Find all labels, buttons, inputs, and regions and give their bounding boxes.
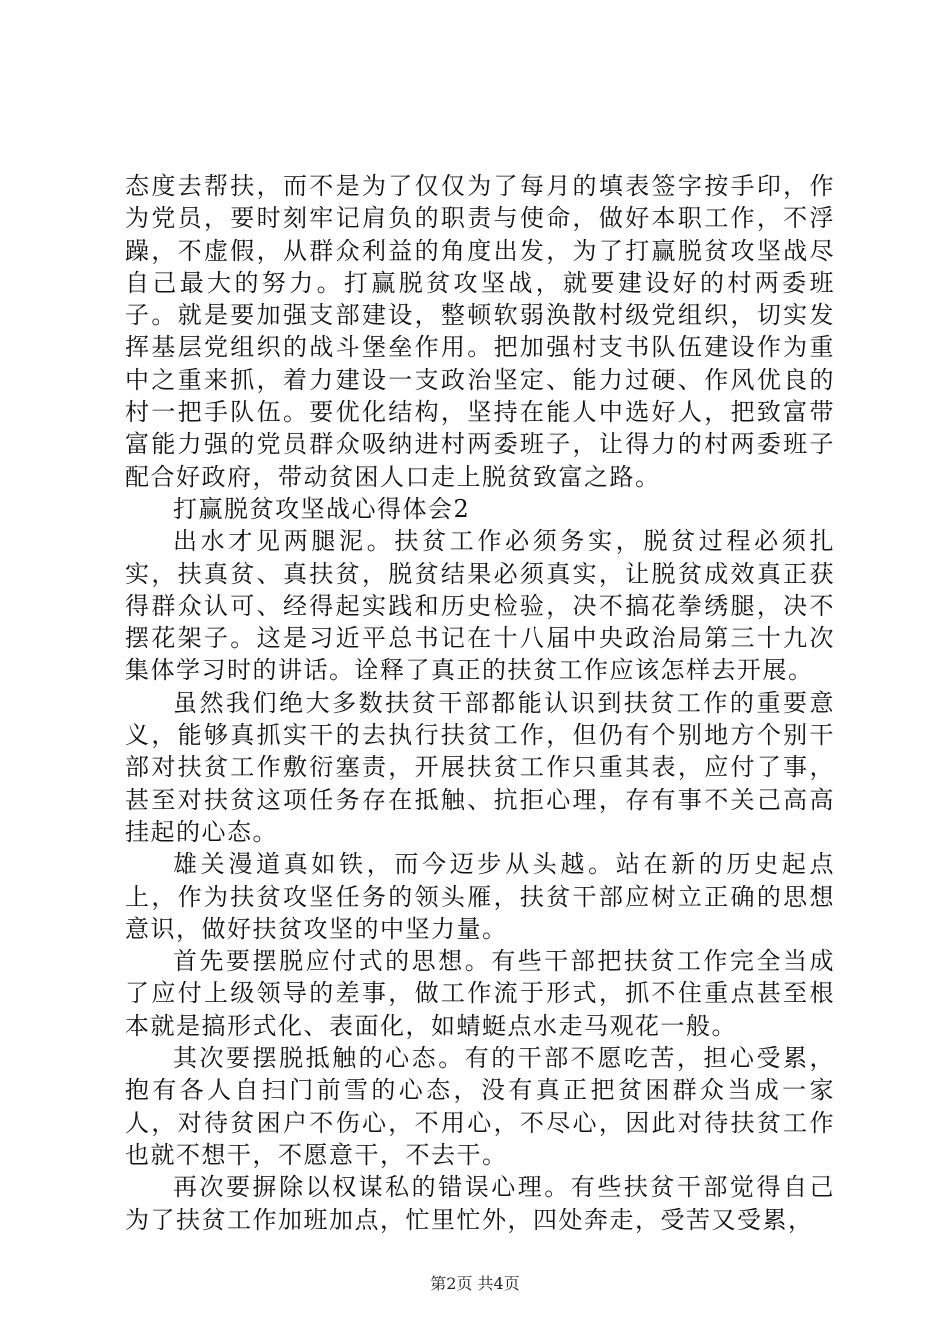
paragraph: 虽然我们绝大多数扶贫干部都能认识到扶贫工作的重要意义，能够真抓实干的去执行扶贫工作，但仍有个别地方个别干部对扶贫工作敷衍塞责，开展扶贫工作只重其表，应付了事，甚至对扶贫这项任务存在抵触、抗拒心理，存有事不关己高高挂起的心态。 <box>125 688 835 846</box>
paragraph: 其次要摆脱抵触的心态。有的干部不愿吃苦，担心受累，抱有各人自扫门前雪的心态，没有真正把贫困群众当成一家人，对待贫困户不伤心，不用心，不尽心，因此对待扶贫工作也就不想干，不愿意干，不去干。 <box>125 1044 835 1169</box>
document-body <box>125 170 835 1236</box>
paragraph: 首先要摆脱应付式的思想。有些干部把扶贫工作完全当成了应付上级领导的差事，做工作流于形式，抓不住重点甚至根本就是搞形式化、表面化，如蜻蜓点水走马观花一般。 <box>125 947 835 1040</box>
page-footer: 第2页 共4页 <box>430 1274 520 1293</box>
paragraph: 再次要摒除以权谋私的错误心理。有些扶贫干部觉得自己为了扶贫工作加班加点，忙里忙外，四处奔走，受苦又受累， <box>125 1173 835 1234</box>
paragraph: 雄关漫道真如铁，而今迈步从头越。站在新的历史起点上，作为扶贫攻坚任务的领头雁，扶贫干部应树立正确的思想意识，做好扶贫攻坚的中坚力量。 <box>125 850 835 943</box>
section-heading: 打赢脱贫攻坚战心得体会2 <box>173 494 471 523</box>
paragraph: 出水才见两腿泥。扶贫工作必须务实，脱贫过程必须扎实，扶真贫、真扶贫，脱贫结果必须真实，让脱贫成效真正获得群众认可、经得起实践和历史检验，决不搞花拳绣腿，决不摆花架子。这是习近平总书记在十八届中央政治局第三十九次集体学习时的讲话。诠释了真正的扶贫工作应该怎样去开展。 <box>125 527 835 685</box>
paragraph-continuation: 态度去帮扶，而不是为了仅仅为了每月的填表签字按手印，作为党员，要时刻牢记肩负的职责与使命，做好本职工作，不浮躁，不虚假，从群众利益的角度出发，为了打赢脱贫攻坚战尽自己最大的努力。打赢脱贫攻坚战，就要建设好的村两委班子。就是要加强支部建设，整顿软弱涣散村级党组织，切实发挥基层党组织的战斗堡垒作用。把加强村支书队伍建设作为重中之重来抓，着力建设一支政治坚定、能力过硬、作风优良的村一把手队伍。要优化结构，坚持在能人中选好人，把致富带富能力强的党员群众吸纳进村两委班子，让得力的村两委班子配合好政府，带动贫困人口走上脱贫致富之路。 <box>125 172 835 491</box>
